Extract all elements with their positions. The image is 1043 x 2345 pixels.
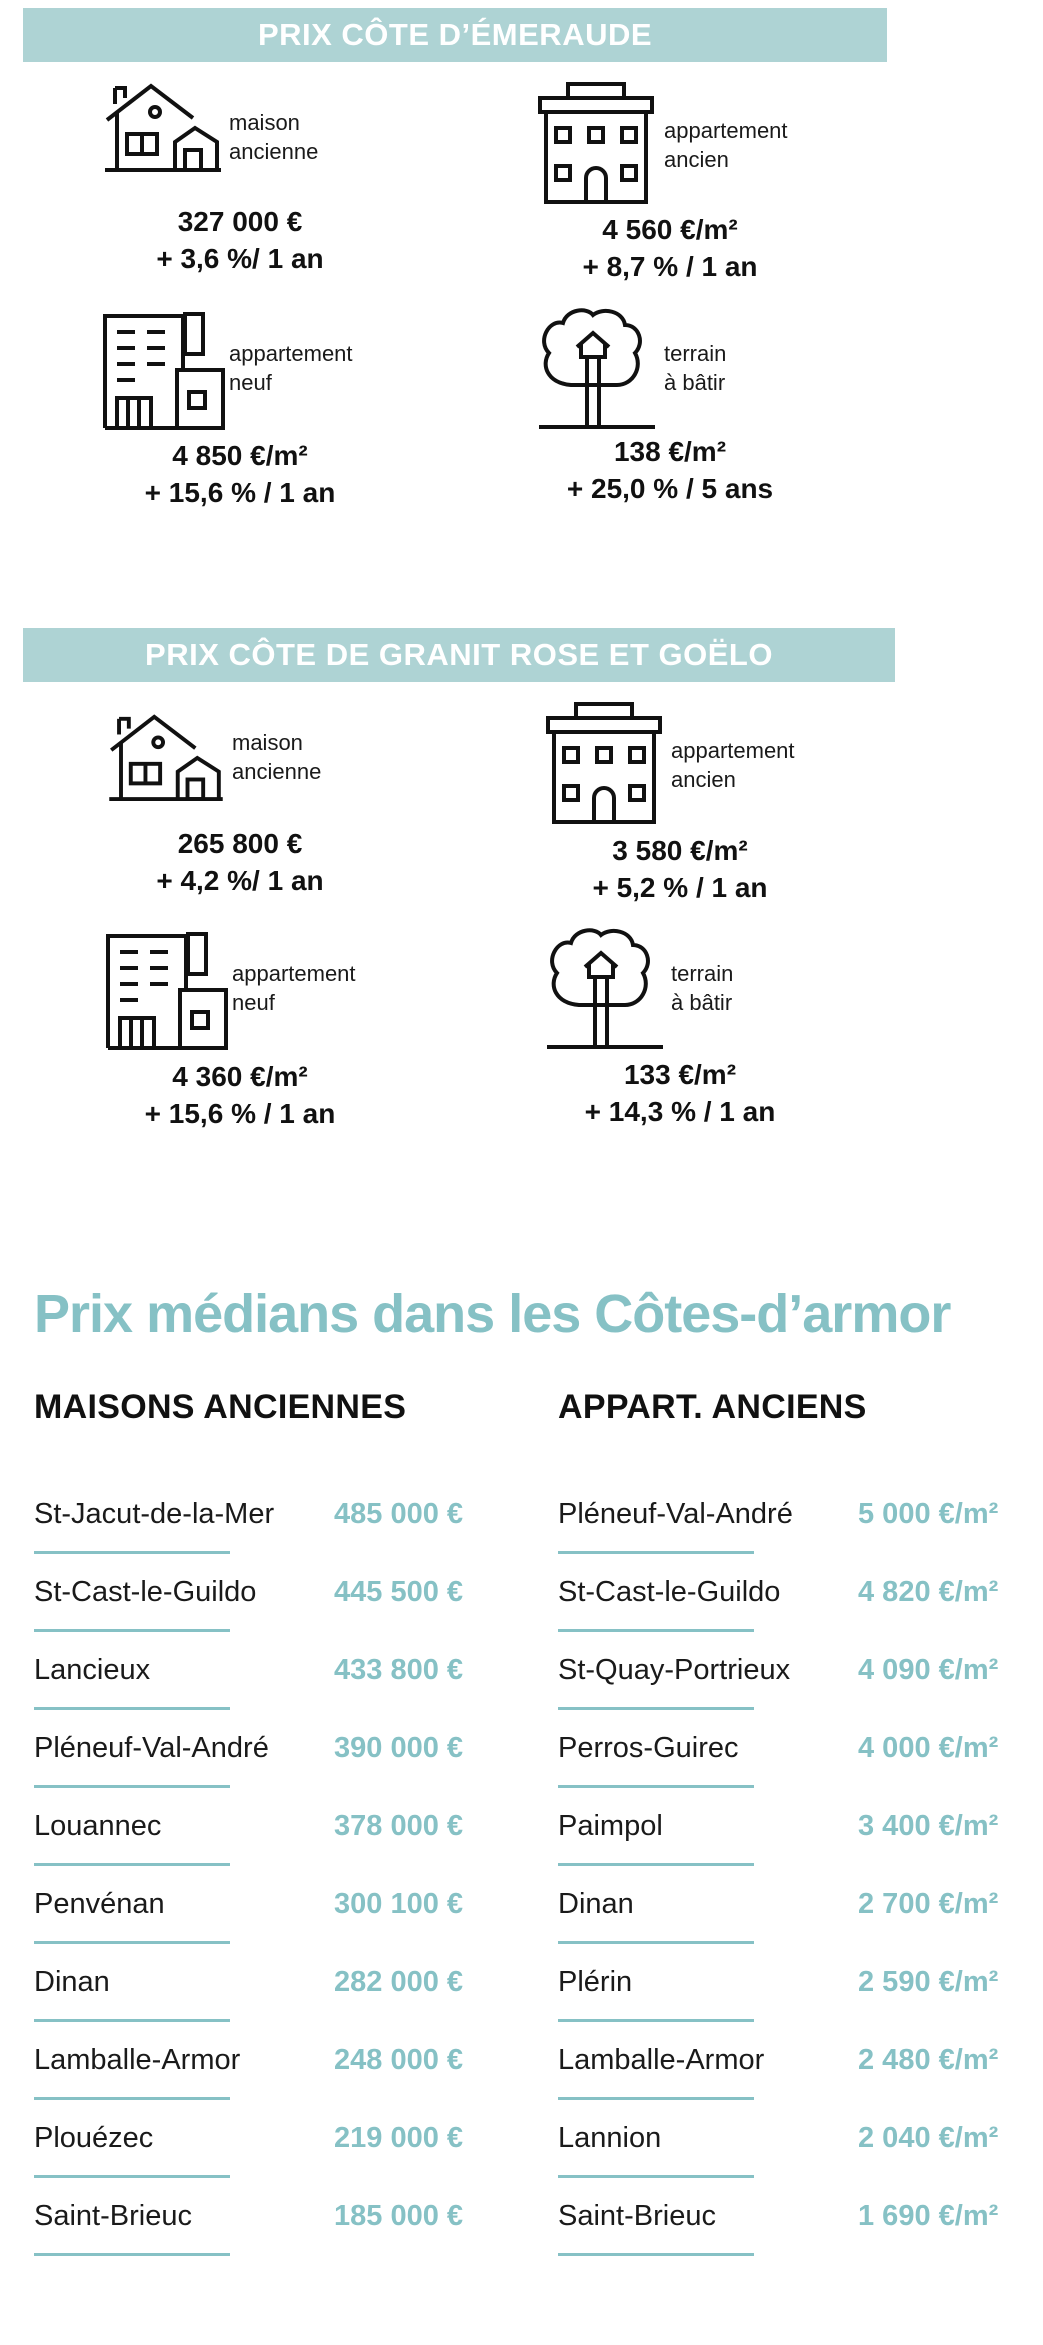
- price-value: 4 560 €/m²: [602, 214, 738, 245]
- new-apartment-icon: [104, 930, 230, 1050]
- price-block: [490, 211, 850, 285]
- median-price: 390 000 €: [334, 1732, 464, 1764]
- section-banner-granit-rose: PRIX CÔTE DE GRANIT ROSE ET GOËLO: [23, 628, 895, 682]
- price-change: + 14,3 % / 1 an: [584, 1096, 776, 1127]
- row-divider: [558, 1551, 754, 1554]
- city-name: Saint-Brieuc: [558, 2200, 716, 2232]
- city-name: Pléneuf-Val-André: [34, 1732, 269, 1764]
- row-divider: [34, 2097, 230, 2100]
- city-name: Dinan: [558, 1888, 634, 1920]
- table-row: [34, 1650, 514, 1728]
- apartments-column-title: APPART. ANCIENS: [558, 1388, 867, 1426]
- row-divider: [34, 2175, 230, 2178]
- table-row: [558, 1806, 1038, 1884]
- new-apartment-icon: [101, 310, 227, 430]
- table-row: [558, 1962, 1038, 2040]
- table-row: [558, 2040, 1038, 2118]
- city-name: St-Cast-le-Guildo: [558, 1576, 781, 1608]
- price-change: + 15,6 % / 1 an: [144, 477, 336, 508]
- city-name: Perros-Guirec: [558, 1732, 739, 1764]
- city-name: Penvénan: [34, 1888, 165, 1920]
- median-price: 485 000 €: [334, 1498, 464, 1530]
- price-value: 133 €/m²: [623, 1059, 737, 1090]
- median-price: 248 000 €: [334, 2044, 464, 2076]
- city-name: Lamballe-Armor: [34, 2044, 241, 2076]
- table-row: [558, 2118, 1038, 2196]
- table-row: [34, 2118, 514, 2196]
- land-tree-icon: [545, 927, 665, 1049]
- table-row: [34, 1884, 514, 1962]
- price-block: [60, 825, 420, 899]
- price-change: + 5,2 % / 1 an: [592, 872, 768, 903]
- row-divider: [34, 2253, 230, 2256]
- median-price: 4 000 €/m²: [858, 1732, 999, 1764]
- row-divider: [34, 1941, 230, 1944]
- price-value: 4 850 €/m²: [172, 440, 308, 471]
- median-price: 300 100 €: [334, 1888, 464, 1920]
- medians-heading: Prix médians dans les Côtes-d’armor: [34, 1284, 951, 1344]
- table-row: [558, 1728, 1038, 1806]
- city-name: Lancieux: [34, 1654, 151, 1686]
- city-name: Plouézec: [34, 2122, 154, 2154]
- table-row: [558, 1572, 1038, 1650]
- median-price: 2 700 €/m²: [858, 1888, 999, 1920]
- label-maison-ancienne: maison ancienne: [229, 110, 319, 164]
- row-divider: [34, 1707, 230, 1710]
- label-appartement-ancien: appartement ancien: [671, 738, 795, 792]
- table-row: [558, 1494, 1038, 1572]
- price-value: 3 580 €/m²: [612, 835, 748, 866]
- label-terrain: terrain à bâtir: [664, 341, 727, 395]
- median-price: 2 590 €/m²: [858, 1966, 999, 1998]
- city-name: Louannec: [34, 1810, 162, 1842]
- price-change: + 15,6 % / 1 an: [144, 1098, 336, 1129]
- price-block: [60, 203, 420, 277]
- price-change: + 4,2 %/ 1 an: [156, 865, 324, 896]
- median-price: 185 000 €: [334, 2200, 464, 2232]
- median-price: 4 090 €/m²: [858, 1654, 999, 1686]
- label-appartement-neuf: appartement neuf: [229, 341, 353, 395]
- row-divider: [558, 1863, 754, 1866]
- median-price: 3 400 €/m²: [858, 1810, 999, 1842]
- apartment-building-icon: [536, 82, 656, 204]
- table-row: [34, 1962, 514, 2040]
- price-block: [500, 1056, 860, 1130]
- row-divider: [34, 2019, 230, 2022]
- table-row: [34, 1806, 514, 1884]
- price-block: [500, 832, 860, 906]
- city-name: Paimpol: [558, 1810, 663, 1842]
- price-change: + 3,6 %/ 1 an: [156, 243, 324, 274]
- table-row: [558, 2196, 1038, 2274]
- median-price: 378 000 €: [334, 1810, 464, 1842]
- label-terrain: terrain à bâtir: [671, 961, 734, 1015]
- table-row: [558, 1884, 1038, 1962]
- table-row: [34, 2196, 514, 2274]
- table-row: [34, 1572, 514, 1650]
- median-price: 2 040 €/m²: [858, 2122, 999, 2154]
- city-name: Saint-Brieuc: [34, 2200, 192, 2232]
- section-banner-emeraude: PRIX CÔTE D’ÉMERAUDE: [23, 8, 887, 62]
- city-name: Lamballe-Armor: [558, 2044, 765, 2076]
- row-divider: [558, 1941, 754, 1944]
- house-icon: [103, 80, 223, 172]
- median-price: 282 000 €: [334, 1966, 464, 1998]
- price-value: 138 €/m²: [613, 436, 727, 467]
- row-divider: [558, 2175, 754, 2178]
- label-appartement-neuf: appartement neuf: [232, 961, 356, 1015]
- row-divider: [34, 1629, 230, 1632]
- median-price: 4 820 €/m²: [858, 1576, 999, 1608]
- price-value: 265 800 €: [177, 828, 303, 859]
- row-divider: [34, 1785, 230, 1788]
- table-row: [34, 1494, 514, 1572]
- label-maison-ancienne: maison ancienne: [232, 730, 322, 784]
- price-change: + 8,7 % / 1 an: [582, 251, 758, 282]
- median-price: 433 800 €: [334, 1654, 464, 1686]
- price-block: [60, 437, 420, 511]
- house-icon: [106, 711, 226, 801]
- price-value: 4 360 €/m²: [172, 1061, 308, 1092]
- houses-column-title: MAISONS ANCIENNES: [34, 1388, 407, 1426]
- apartment-building-icon: [544, 702, 664, 824]
- city-name: Plérin: [558, 1966, 633, 1998]
- city-name: Lannion: [558, 2122, 662, 2154]
- table-row: [34, 1728, 514, 1806]
- table-row: [34, 2040, 514, 2118]
- row-divider: [558, 2019, 754, 2022]
- price-block: [60, 1058, 420, 1132]
- city-name: St-Jacut-de-la-Mer: [34, 1498, 275, 1530]
- row-divider: [558, 1629, 754, 1632]
- median-price: 2 480 €/m²: [858, 2044, 999, 2076]
- land-tree-icon: [537, 307, 657, 429]
- price-change: + 25,0 % / 5 ans: [566, 473, 774, 504]
- median-price: 219 000 €: [334, 2122, 464, 2154]
- price-value: 327 000 €: [177, 206, 303, 237]
- city-name: St-Cast-le-Guildo: [34, 1576, 257, 1608]
- city-name: Dinan: [34, 1966, 110, 1998]
- table-row: [558, 1650, 1038, 1728]
- price-block: [490, 433, 850, 507]
- row-divider: [558, 2253, 754, 2256]
- median-price: 445 500 €: [334, 1576, 464, 1608]
- median-price: 5 000 €/m²: [858, 1498, 999, 1530]
- city-name: Pléneuf-Val-André: [558, 1498, 793, 1530]
- median-price: 1 690 €/m²: [858, 2200, 999, 2232]
- city-name: St-Quay-Portrieux: [558, 1654, 791, 1686]
- row-divider: [34, 1863, 230, 1866]
- row-divider: [558, 1785, 754, 1788]
- row-divider: [34, 1551, 230, 1554]
- label-appartement-ancien: appartement ancien: [664, 118, 788, 172]
- row-divider: [558, 2097, 754, 2100]
- row-divider: [558, 1707, 754, 1710]
